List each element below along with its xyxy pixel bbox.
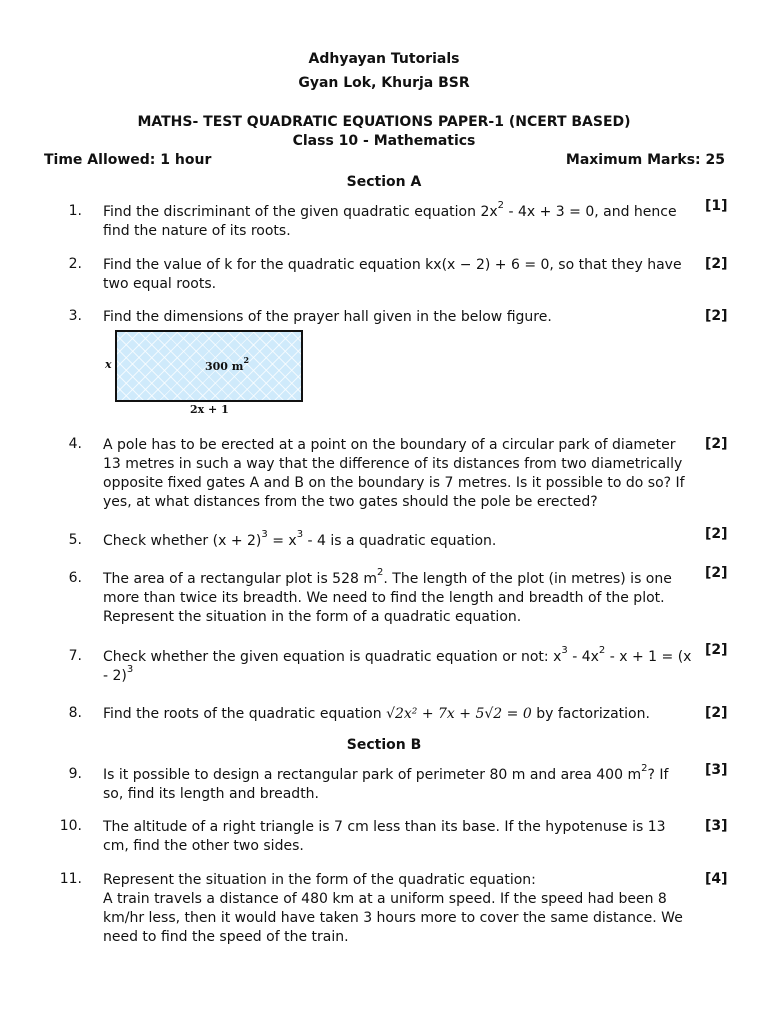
question-text: A pole has to be erected at a point on the boundary of a circular park of diameter 13 metres in such a way that the difference of its distances from two diametrically opposite fixed gates A and B on the boundary is 7 metres. Is it possible to do so? If yes, at what distances from the two gates should the pole be erected? [103,437,685,510]
question-number: 3. [68,308,82,324]
question-text: Check whether $(x + 2)^3 = x^3 - 4$ is a quadratic equation. [103,529,497,549]
question-number: 7. [68,648,82,664]
class-subject: Class 10 - Mathematics [292,133,476,149]
question-text: Find the roots of the quadratic equation √2x² + 7x + 5√2 = 0 by factorization. [103,706,650,722]
question-text: Check whether the given equation is quadratic equation or not: $x^3 - 4x^2 - x + 1 = (x - 2)^3$ [103,645,692,684]
quadratic-expression: √2x² + 7x + 5√2 = 0 [386,706,532,722]
question-number: 8. [68,705,82,721]
institute-name: Adhyayan Tutorials [308,51,460,67]
question-number: 5. [68,532,82,548]
time-allowed: Time Allowed: 1 hour [44,152,212,168]
question-intro: Represent the situation in the form of the quadratic equation: [103,872,536,888]
maximum-marks: Maximum Marks: 25 [565,152,725,168]
question-number: 9. [68,766,82,782]
prayer-hall-rectangle [115,330,303,402]
prayer-hall-figure [100,328,310,418]
question-text: Find the dimensions of the prayer hall given in the below figure. [103,309,552,325]
paper-title: MATHS- TEST QUADRATIC EQUATIONS PAPER-1 (NCERT BASED) [137,114,631,130]
question-marks: [2] [705,642,728,658]
question-marks: [3] [705,818,728,834]
question-number: 1. [68,203,82,219]
question-text: The area of a rectangular plot is 528 $m^2$. The length of the plot (in metres) is one more than twice its breadth. We need to find the length and breadth of the plot. Represent the situation in the form of a quadratic equation. [103,567,672,625]
question-number: 10. [59,818,82,834]
question-scenario: A train travels a distance of 480 km at a uniform speed. If the speed had been 8 km/hr less, then it would have taken 3 hours more to cover the same distance. We need to find the speed of the train. [103,891,683,945]
section-b-heading: Section B [346,737,422,753]
figure-base-label: 2x + 1 [190,403,229,416]
question-marks: [2] [705,526,728,542]
question-marks: [2] [705,436,728,452]
figure-side-label: x [105,358,112,371]
question-text: The altitude of a right triangle is 7 cm less than its base. If the hypotenuse is 13 cm, find the other two sides. [103,819,666,854]
figure-area-label: 300 $m^2$ [205,355,250,373]
question-number: 4. [68,436,82,452]
question-text: Find the value of k for the quadratic equation kx(x − 2) + 6 = 0, so that they have two equal roots. [103,257,682,292]
question-text: Find the discriminant of the given quadratic equation $2x^2 - 4x + 3 = 0$, and hence find the nature of its roots. [103,200,677,239]
question-marks: [2] [705,308,728,324]
question-text [103,871,693,947]
question-marks: [3] [705,762,728,778]
question-marks: [2] [705,705,728,721]
question-marks: [4] [705,871,728,887]
question-number: 2. [68,256,82,272]
institute-address: Gyan Lok, Khurja BSR [298,75,470,91]
question-marks: [2] [705,256,728,272]
question-marks: [1] [705,198,728,214]
question-text: Is it possible to design a rectangular park of perimeter 80 m and area 400 $m^2$? If so, find its length and breadth. [103,763,669,802]
section-a-heading: Section A [346,174,422,190]
question-number: 11. [59,871,82,887]
question-marks: [2] [705,565,728,581]
question-number: 6. [68,570,82,586]
